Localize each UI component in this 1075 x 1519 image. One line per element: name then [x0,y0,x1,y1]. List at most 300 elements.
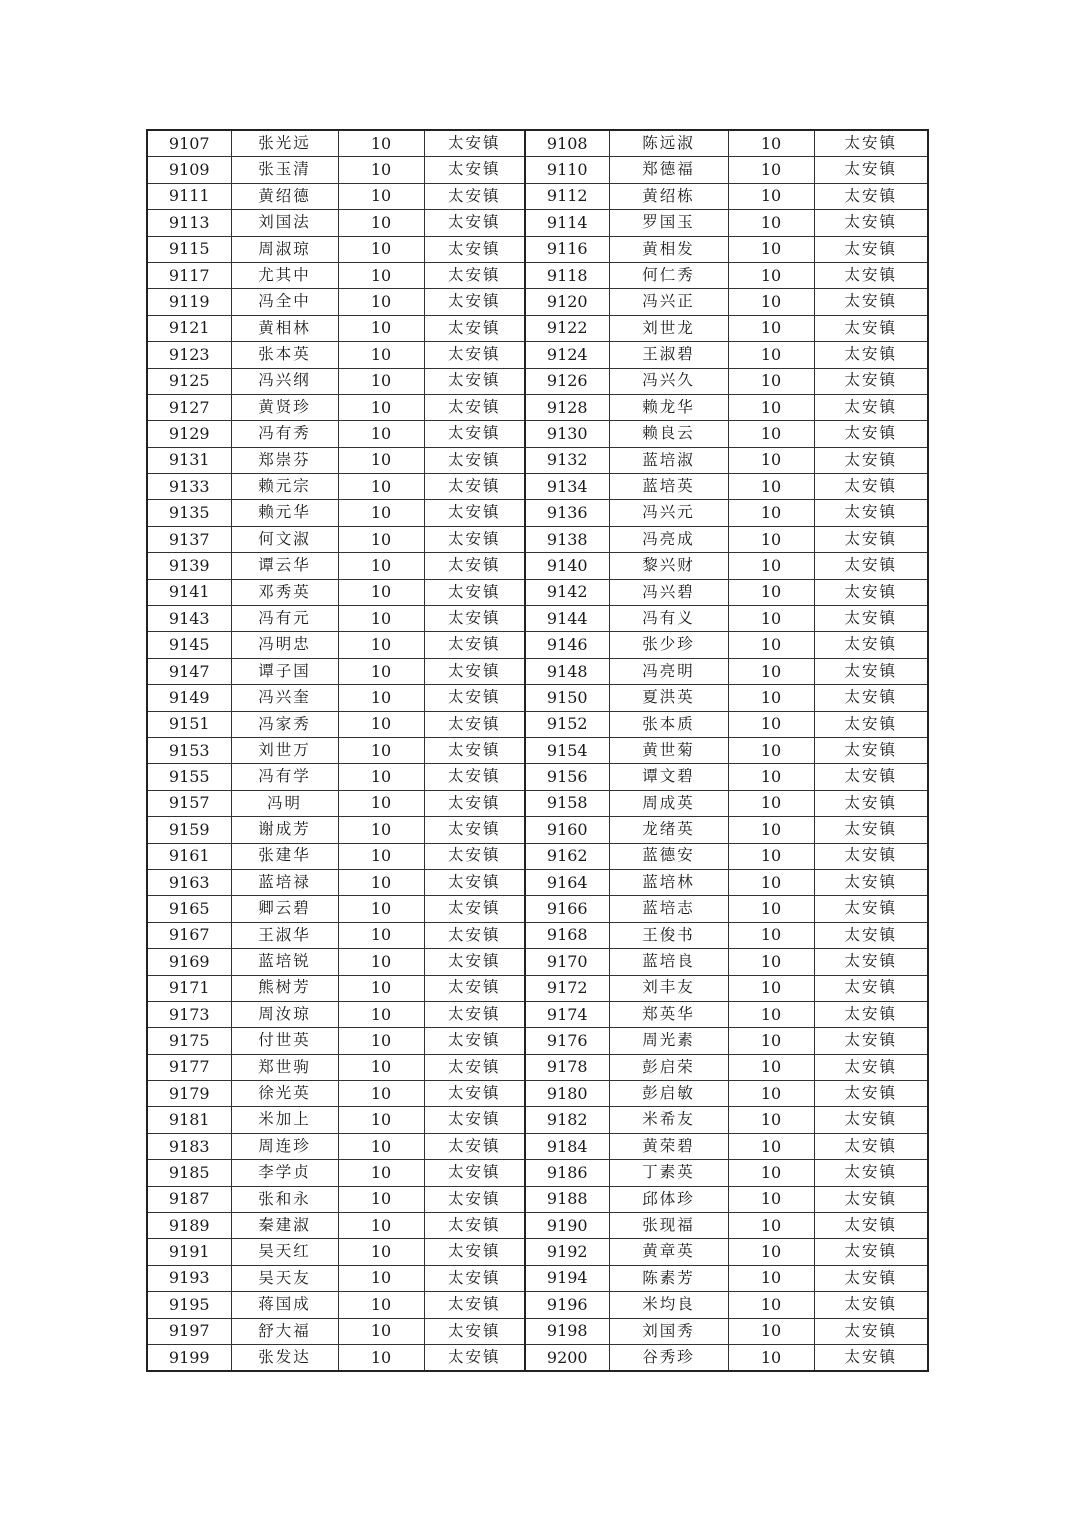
record-id-cell: 9129 [147,421,231,447]
table-row [147,869,928,895]
record-id-cell: 9115 [147,236,231,262]
town-cell: 太安镇 [424,922,525,948]
record-id-cell: 9112 [525,183,609,209]
town-cell: 太安镇 [814,1265,928,1291]
amount-cell: 10 [728,817,814,843]
record-id-cell: 9119 [147,289,231,315]
town-cell: 太安镇 [814,658,928,684]
record-id-cell: 9195 [147,1292,231,1318]
record-id-cell: 9198 [525,1318,609,1344]
town-cell: 太安镇 [814,632,928,658]
name-cell: 米加上 [231,1107,338,1133]
town-cell: 太安镇 [424,869,525,895]
name-cell: 蓝德安 [609,843,728,869]
amount-cell: 10 [338,843,424,869]
town-cell: 太安镇 [424,737,525,763]
name-cell: 冯亮明 [609,658,728,684]
record-id-cell: 9122 [525,315,609,341]
name-cell: 谭子国 [231,658,338,684]
town-cell: 太安镇 [814,1081,928,1107]
town-cell: 太安镇 [814,262,928,288]
amount-cell: 10 [728,1001,814,1027]
amount-cell: 10 [728,632,814,658]
town-cell: 太安镇 [814,1186,928,1212]
town-cell: 太安镇 [424,157,525,183]
record-id-cell: 9128 [525,394,609,420]
table-row [147,210,928,236]
table-row [147,130,928,157]
table-row [147,790,928,816]
name-cell: 吴天红 [231,1239,338,1265]
amount-cell: 10 [338,1265,424,1291]
record-id-cell: 9173 [147,1001,231,1027]
name-cell: 郑世驹 [231,1054,338,1080]
name-cell: 周光素 [609,1028,728,1054]
table-row [147,949,928,975]
town-cell: 太安镇 [814,474,928,500]
amount-cell: 10 [728,474,814,500]
name-cell: 陈素芳 [609,1265,728,1291]
record-id-cell: 9174 [525,1001,609,1027]
name-cell: 米希友 [609,1107,728,1133]
amount-cell: 10 [338,869,424,895]
table-row [147,1054,928,1080]
amount-cell: 10 [728,157,814,183]
town-cell: 太安镇 [424,474,525,500]
name-cell: 王淑华 [231,922,338,948]
record-id-cell: 9170 [525,949,609,975]
amount-cell: 10 [338,474,424,500]
record-id-cell: 9143 [147,606,231,632]
town-cell: 太安镇 [814,896,928,922]
amount-cell: 10 [338,579,424,605]
name-cell: 何仁秀 [609,262,728,288]
table-row [147,896,928,922]
record-id-cell: 9125 [147,368,231,394]
town-cell: 太安镇 [424,1107,525,1133]
record-id-cell: 9176 [525,1028,609,1054]
record-id-cell: 9121 [147,315,231,341]
amount-cell: 10 [338,1001,424,1027]
table-row [147,1028,928,1054]
table-row [147,632,928,658]
amount-cell: 10 [338,1186,424,1212]
town-cell: 太安镇 [424,394,525,420]
name-cell: 龙绪英 [609,817,728,843]
town-cell: 太安镇 [424,1186,525,1212]
amount-cell: 10 [728,447,814,473]
name-cell: 冯家秀 [231,711,338,737]
town-cell: 太安镇 [814,685,928,711]
record-id-cell: 9141 [147,579,231,605]
town-cell: 太安镇 [814,157,928,183]
name-cell: 周淑琼 [231,236,338,262]
town-cell: 太安镇 [814,869,928,895]
table-row [147,711,928,737]
amount-cell: 10 [338,1318,424,1344]
name-cell: 张和永 [231,1186,338,1212]
record-id-cell: 9145 [147,632,231,658]
amount-cell: 10 [338,1107,424,1133]
amount-cell: 10 [338,1292,424,1318]
town-cell: 太安镇 [424,368,525,394]
record-id-cell: 9177 [147,1054,231,1080]
amount-cell: 10 [728,342,814,368]
record-id-cell: 9172 [525,975,609,1001]
amount-cell: 10 [728,869,814,895]
amount-cell: 10 [338,447,424,473]
town-cell: 太安镇 [814,315,928,341]
table-row [147,315,928,341]
name-cell: 吴天友 [231,1265,338,1291]
town-cell: 太安镇 [424,1054,525,1080]
record-id-cell: 9153 [147,737,231,763]
record-id-cell: 9175 [147,1028,231,1054]
amount-cell: 10 [338,500,424,526]
name-cell: 蓝培林 [609,869,728,895]
town-cell: 太安镇 [814,210,928,236]
town-cell: 太安镇 [424,500,525,526]
record-id-cell: 9134 [525,474,609,500]
town-cell: 太安镇 [814,394,928,420]
amount-cell: 10 [338,790,424,816]
name-cell: 张现福 [609,1213,728,1239]
amount-cell: 10 [728,1239,814,1265]
name-cell: 刘世龙 [609,315,728,341]
record-id-cell: 9120 [525,289,609,315]
town-cell: 太安镇 [424,1133,525,1159]
town-cell: 太安镇 [814,236,928,262]
table-row [147,1160,928,1186]
record-id-cell: 9188 [525,1186,609,1212]
name-cell: 徐光英 [231,1081,338,1107]
amount-cell: 10 [728,553,814,579]
town-cell: 太安镇 [814,447,928,473]
town-cell: 太安镇 [814,289,928,315]
name-cell: 冯兴正 [609,289,728,315]
amount-cell: 10 [728,183,814,209]
amount-cell: 10 [338,817,424,843]
record-id-cell: 9194 [525,1265,609,1291]
town-cell: 太安镇 [424,1160,525,1186]
name-cell: 黄世菊 [609,737,728,763]
amount-cell: 10 [338,685,424,711]
name-cell: 张光远 [231,130,338,157]
town-cell: 太安镇 [424,1344,525,1371]
amount-cell: 10 [728,500,814,526]
name-cell: 夏洪英 [609,685,728,711]
amount-cell: 10 [338,764,424,790]
table-row [147,685,928,711]
name-cell: 刘国秀 [609,1318,728,1344]
name-cell: 刘丰友 [609,975,728,1001]
amount-cell: 10 [338,553,424,579]
amount-cell: 10 [728,711,814,737]
table-row [147,1186,928,1212]
record-id-cell: 9189 [147,1213,231,1239]
amount-cell: 10 [338,896,424,922]
town-cell: 太安镇 [814,922,928,948]
name-cell: 刘国法 [231,210,338,236]
town-cell: 太安镇 [424,711,525,737]
amount-cell: 10 [728,896,814,922]
town-cell: 太安镇 [424,1292,525,1318]
name-cell: 黄相林 [231,315,338,341]
amount-cell: 10 [728,262,814,288]
amount-cell: 10 [728,368,814,394]
town-cell: 太安镇 [424,606,525,632]
name-cell: 米均良 [609,1292,728,1318]
name-cell: 张建华 [231,843,338,869]
amount-cell: 10 [338,1133,424,1159]
name-cell: 熊树芳 [231,975,338,1001]
town-cell: 太安镇 [814,790,928,816]
town-cell: 太安镇 [424,579,525,605]
town-cell: 太安镇 [814,1107,928,1133]
table-row [147,183,928,209]
amount-cell: 10 [338,632,424,658]
record-id-cell: 9199 [147,1344,231,1371]
amount-cell: 10 [338,421,424,447]
amount-cell: 10 [338,1054,424,1080]
town-cell: 太安镇 [424,553,525,579]
record-id-cell: 9150 [525,685,609,711]
record-id-cell: 9144 [525,606,609,632]
town-cell: 太安镇 [814,1318,928,1344]
town-cell: 太安镇 [424,1213,525,1239]
town-cell: 太安镇 [424,1239,525,1265]
name-cell: 冯兴纲 [231,368,338,394]
amount-cell: 10 [338,130,424,157]
record-id-cell: 9186 [525,1160,609,1186]
table-row [147,1133,928,1159]
name-cell: 黄贤珍 [231,394,338,420]
name-cell: 黄绍德 [231,183,338,209]
amount-cell: 10 [728,843,814,869]
name-cell: 周汝琼 [231,1001,338,1027]
amount-cell: 10 [338,1213,424,1239]
amount-cell: 10 [728,1265,814,1291]
table-row [147,526,928,552]
amount-cell: 10 [728,315,814,341]
town-cell: 太安镇 [814,500,928,526]
table-row [147,843,928,869]
record-id-cell: 9138 [525,526,609,552]
town-cell: 太安镇 [424,447,525,473]
town-cell: 太安镇 [814,1054,928,1080]
town-cell: 太安镇 [814,553,928,579]
record-id-cell: 9184 [525,1133,609,1159]
name-cell: 黄相发 [609,236,728,262]
record-id-cell: 9113 [147,210,231,236]
town-cell: 太安镇 [814,737,928,763]
town-cell: 太安镇 [814,1344,928,1371]
town-cell: 太安镇 [424,896,525,922]
name-cell: 罗国玉 [609,210,728,236]
table-row [147,658,928,684]
record-id-cell: 9160 [525,817,609,843]
table-row [147,394,928,420]
amount-cell: 10 [728,685,814,711]
table-row [147,1265,928,1291]
record-id-cell: 9140 [525,553,609,579]
amount-cell: 10 [728,764,814,790]
roster-body [147,130,928,1371]
record-id-cell: 9154 [525,737,609,763]
table-row [147,157,928,183]
town-cell: 太安镇 [424,1081,525,1107]
record-id-cell: 9193 [147,1265,231,1291]
town-cell: 太安镇 [424,183,525,209]
town-cell: 太安镇 [814,949,928,975]
amount-cell: 10 [728,949,814,975]
name-cell: 冯亮成 [609,526,728,552]
name-cell: 谭文碧 [609,764,728,790]
name-cell: 郑英华 [609,1001,728,1027]
record-id-cell: 9137 [147,526,231,552]
table-row [147,262,928,288]
amount-cell: 10 [728,1213,814,1239]
town-cell: 太安镇 [814,368,928,394]
town-cell: 太安镇 [424,526,525,552]
name-cell: 刘世万 [231,737,338,763]
record-id-cell: 9185 [147,1160,231,1186]
record-id-cell: 9132 [525,447,609,473]
amount-cell: 10 [338,262,424,288]
record-id-cell: 9178 [525,1054,609,1080]
name-cell: 张本质 [609,711,728,737]
name-cell: 冯有元 [231,606,338,632]
record-id-cell: 9131 [147,447,231,473]
town-cell: 太安镇 [814,183,928,209]
name-cell: 冯有秀 [231,421,338,447]
table-row [147,1292,928,1318]
amount-cell: 10 [728,236,814,262]
name-cell: 谷秀珍 [609,1344,728,1371]
record-id-cell: 9124 [525,342,609,368]
record-id-cell: 9155 [147,764,231,790]
name-cell: 谢成芳 [231,817,338,843]
town-cell: 太安镇 [814,1239,928,1265]
record-id-cell: 9191 [147,1239,231,1265]
amount-cell: 10 [338,1028,424,1054]
town-cell: 太安镇 [424,1028,525,1054]
record-id-cell: 9161 [147,843,231,869]
town-cell: 太安镇 [424,764,525,790]
name-cell: 蓝培禄 [231,869,338,895]
table-row [147,1213,928,1239]
town-cell: 太安镇 [424,975,525,1001]
amount-cell: 10 [338,289,424,315]
town-cell: 太安镇 [424,658,525,684]
town-cell: 太安镇 [424,790,525,816]
amount-cell: 10 [728,1028,814,1054]
record-id-cell: 9181 [147,1107,231,1133]
amount-cell: 10 [728,658,814,684]
name-cell: 周成英 [609,790,728,816]
town-cell: 太安镇 [424,632,525,658]
name-cell: 付世英 [231,1028,338,1054]
amount-cell: 10 [728,289,814,315]
table-row [147,342,928,368]
table-row [147,922,928,948]
record-id-cell: 9109 [147,157,231,183]
name-cell: 赖元宗 [231,474,338,500]
record-id-cell: 9139 [147,553,231,579]
amount-cell: 10 [338,606,424,632]
table-row [147,579,928,605]
town-cell: 太安镇 [424,949,525,975]
name-cell: 舒大福 [231,1318,338,1344]
record-id-cell: 9114 [525,210,609,236]
record-id-cell: 9111 [147,183,231,209]
amount-cell: 10 [338,711,424,737]
name-cell: 彭启敏 [609,1081,728,1107]
record-id-cell: 9133 [147,474,231,500]
amount-cell: 10 [338,394,424,420]
table-row [147,447,928,473]
record-id-cell: 9158 [525,790,609,816]
town-cell: 太安镇 [424,843,525,869]
amount-cell: 10 [338,949,424,975]
record-id-cell: 9148 [525,658,609,684]
name-cell: 赖龙华 [609,394,728,420]
record-id-cell: 9190 [525,1213,609,1239]
amount-cell: 10 [728,1318,814,1344]
amount-cell: 10 [338,157,424,183]
table-row [147,289,928,315]
town-cell: 太安镇 [814,711,928,737]
town-cell: 太安镇 [424,236,525,262]
table-row [147,764,928,790]
name-cell: 冯明忠 [231,632,338,658]
name-cell: 张发达 [231,1344,338,1371]
amount-cell: 10 [338,210,424,236]
town-cell: 太安镇 [814,975,928,1001]
name-cell: 黄章英 [609,1239,728,1265]
table-row [147,421,928,447]
record-id-cell: 9108 [525,130,609,157]
town-cell: 太安镇 [424,685,525,711]
town-cell: 太安镇 [424,262,525,288]
amount-cell: 10 [338,922,424,948]
amount-cell: 10 [728,579,814,605]
record-id-cell: 9164 [525,869,609,895]
table-row [147,500,928,526]
town-cell: 太安镇 [814,1133,928,1159]
record-id-cell: 9200 [525,1344,609,1371]
amount-cell: 10 [728,1081,814,1107]
name-cell: 冯兴元 [609,500,728,526]
town-cell: 太安镇 [814,1160,928,1186]
name-cell: 尤其中 [231,262,338,288]
town-cell: 太安镇 [424,342,525,368]
record-id-cell: 9179 [147,1081,231,1107]
record-id-cell: 9157 [147,790,231,816]
record-id-cell: 9146 [525,632,609,658]
amount-cell: 10 [728,975,814,1001]
amount-cell: 10 [338,737,424,763]
amount-cell: 10 [728,922,814,948]
record-id-cell: 9167 [147,922,231,948]
record-id-cell: 9135 [147,500,231,526]
amount-cell: 10 [728,790,814,816]
record-id-cell: 9147 [147,658,231,684]
name-cell: 丁素英 [609,1160,728,1186]
name-cell: 冯明 [231,790,338,816]
amount-cell: 10 [728,1133,814,1159]
record-id-cell: 9142 [525,579,609,605]
